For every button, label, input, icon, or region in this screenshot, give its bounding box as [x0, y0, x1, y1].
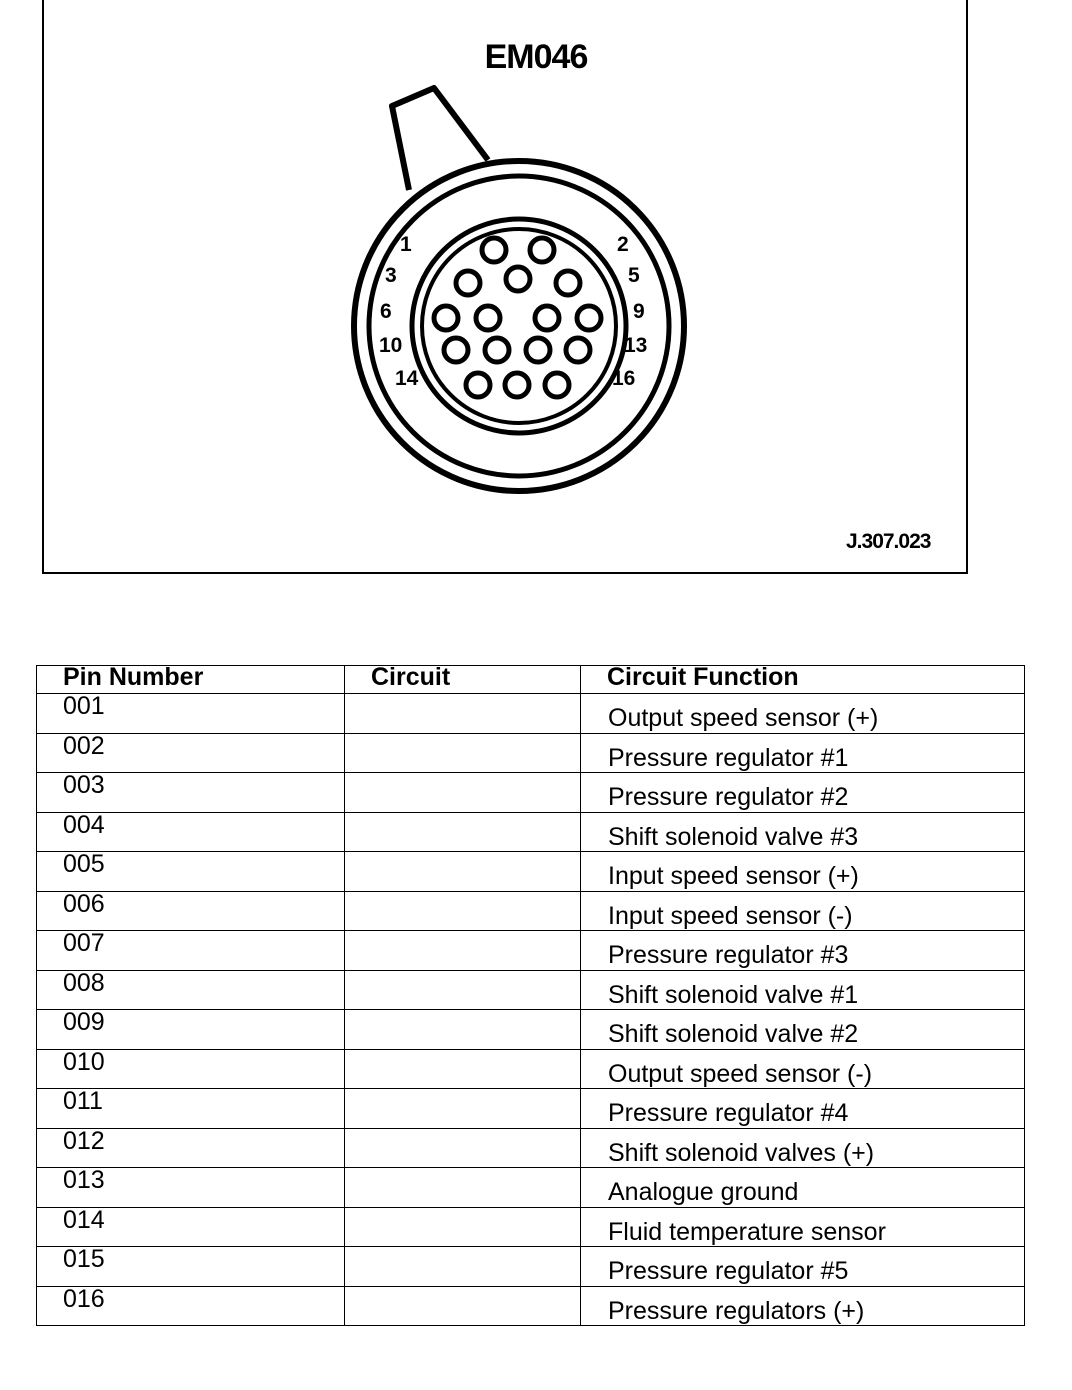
pin-cavity-8: [535, 306, 559, 330]
table-row: [37, 1286, 1025, 1326]
connector-drawing: [0, 0, 1072, 600]
pin-cavity-2: [530, 238, 554, 262]
circuit-cell: [345, 1286, 581, 1326]
pin-label: 14: [395, 367, 419, 390]
pin-cavity-6: [434, 306, 458, 330]
circuit-function-cell: Output speed sensor (-): [581, 1049, 1025, 1089]
table-row: [37, 1168, 1025, 1208]
pin-number-cell: 013: [37, 1168, 345, 1208]
table-row: [37, 891, 1025, 931]
pin-cavity-10: [444, 338, 468, 362]
pin-out-table: [36, 665, 1025, 1326]
pin-number-cell: 005: [37, 852, 345, 892]
pin-cavity-13: [566, 338, 590, 362]
header-pin-number: Pin Number: [37, 666, 345, 694]
circuit-cell: [345, 1247, 581, 1287]
circuit-cell: [345, 694, 581, 734]
circuit-cell: [345, 1128, 581, 1168]
circuit-cell: [345, 1207, 581, 1247]
circuit-function-cell: Input speed sensor (-): [581, 891, 1025, 931]
pin-cavity-7: [476, 306, 500, 330]
pin-label: 10: [379, 334, 403, 357]
circuit-function-cell: Output speed sensor (+): [581, 694, 1025, 734]
pin-number-cell: 001: [37, 694, 345, 734]
pin-label: 9: [633, 300, 645, 323]
pin-number-cell: 016: [37, 1286, 345, 1326]
pin-cavity-15: [505, 373, 529, 397]
circuit-function-cell: Shift solenoid valve #2: [581, 1010, 1025, 1050]
pin-cavity-4: [506, 267, 530, 291]
pin-cavity-16: [545, 373, 569, 397]
circuit-cell: [345, 1010, 581, 1050]
pin-cavity-11: [485, 338, 509, 362]
table-row: [37, 1049, 1025, 1089]
pin-label: 2: [617, 233, 629, 256]
pin-number-cell: 008: [37, 970, 345, 1010]
header-circuit-function: Circuit Function: [581, 666, 1025, 694]
header-circuit: Circuit: [345, 666, 581, 694]
pin-cavity-14: [466, 373, 490, 397]
pin-label: 1: [400, 233, 412, 256]
table-row: [37, 1247, 1025, 1287]
pin-cavity-3: [456, 271, 480, 295]
circuit-cell: [345, 970, 581, 1010]
circuit-cell: [345, 733, 581, 773]
table-row: [37, 733, 1025, 773]
table-row: [37, 1089, 1025, 1129]
circuit-cell: [345, 852, 581, 892]
figure-reference: J.307.023: [846, 530, 931, 553]
circuit-cell: [345, 1089, 581, 1129]
pin-number-cell: 009: [37, 1010, 345, 1050]
pin-cavity-5: [556, 271, 580, 295]
circuit-cell: [345, 891, 581, 931]
table-row: [37, 773, 1025, 813]
pin-label: 6: [380, 300, 392, 323]
pin-cavity-9: [577, 306, 601, 330]
table-row: [37, 694, 1025, 734]
circuit-function-cell: Pressure regulator #2: [581, 773, 1025, 813]
pin-label: 5: [628, 264, 640, 287]
pin-number-cell: 007: [37, 931, 345, 971]
pin-number-cell: 014: [37, 1207, 345, 1247]
circuit-function-cell: Input speed sensor (+): [581, 852, 1025, 892]
circuit-function-cell: Fluid temperature sensor: [581, 1207, 1025, 1247]
table-header-row: [37, 666, 1025, 694]
pin-cavity-1: [482, 238, 506, 262]
circuit-cell: [345, 812, 581, 852]
circuit-cell: [345, 1049, 581, 1089]
circuit-function-cell: Shift solenoid valve #1: [581, 970, 1025, 1010]
table-row: [37, 1128, 1025, 1168]
connector-title: EM046: [484, 38, 588, 76]
circuit-function-cell: Pressure regulator #3: [581, 931, 1025, 971]
pin-number-cell: 002: [37, 733, 345, 773]
pin-number-cell: 004: [37, 812, 345, 852]
pin-number-cell: 012: [37, 1128, 345, 1168]
table-row: [37, 812, 1025, 852]
table-body: [37, 694, 1025, 1326]
pin-number-cell: 010: [37, 1049, 345, 1089]
circuit-cell: [345, 773, 581, 813]
table-row: [37, 1207, 1025, 1247]
pin-label: 3: [385, 264, 397, 287]
table-row: [37, 931, 1025, 971]
pin-label: 13: [624, 334, 648, 357]
pin-number-cell: 006: [37, 891, 345, 931]
circuit-function-cell: Pressure regulator #4: [581, 1089, 1025, 1129]
connector-outer-ring: [354, 161, 684, 491]
circuit-function-cell: Shift solenoid valves (+): [581, 1128, 1025, 1168]
circuit-function-cell: Pressure regulator #1: [581, 733, 1025, 773]
pin-number-cell: 015: [37, 1247, 345, 1287]
table-row: [37, 852, 1025, 892]
circuit-function-cell: Analogue ground: [581, 1168, 1025, 1208]
table-row: [37, 1010, 1025, 1050]
pin-label: 16: [612, 367, 636, 390]
circuit-function-cell: Pressure regulator #5: [581, 1247, 1025, 1287]
pin-cavity-12: [526, 338, 550, 362]
pin-number-cell: 003: [37, 773, 345, 813]
circuit-function-cell: Pressure regulators (+): [581, 1286, 1025, 1326]
table-row: [37, 970, 1025, 1010]
circuit-function-cell: Shift solenoid valve #3: [581, 812, 1025, 852]
pin-number-cell: 011: [37, 1089, 345, 1129]
circuit-cell: [345, 931, 581, 971]
circuit-cell: [345, 1168, 581, 1208]
